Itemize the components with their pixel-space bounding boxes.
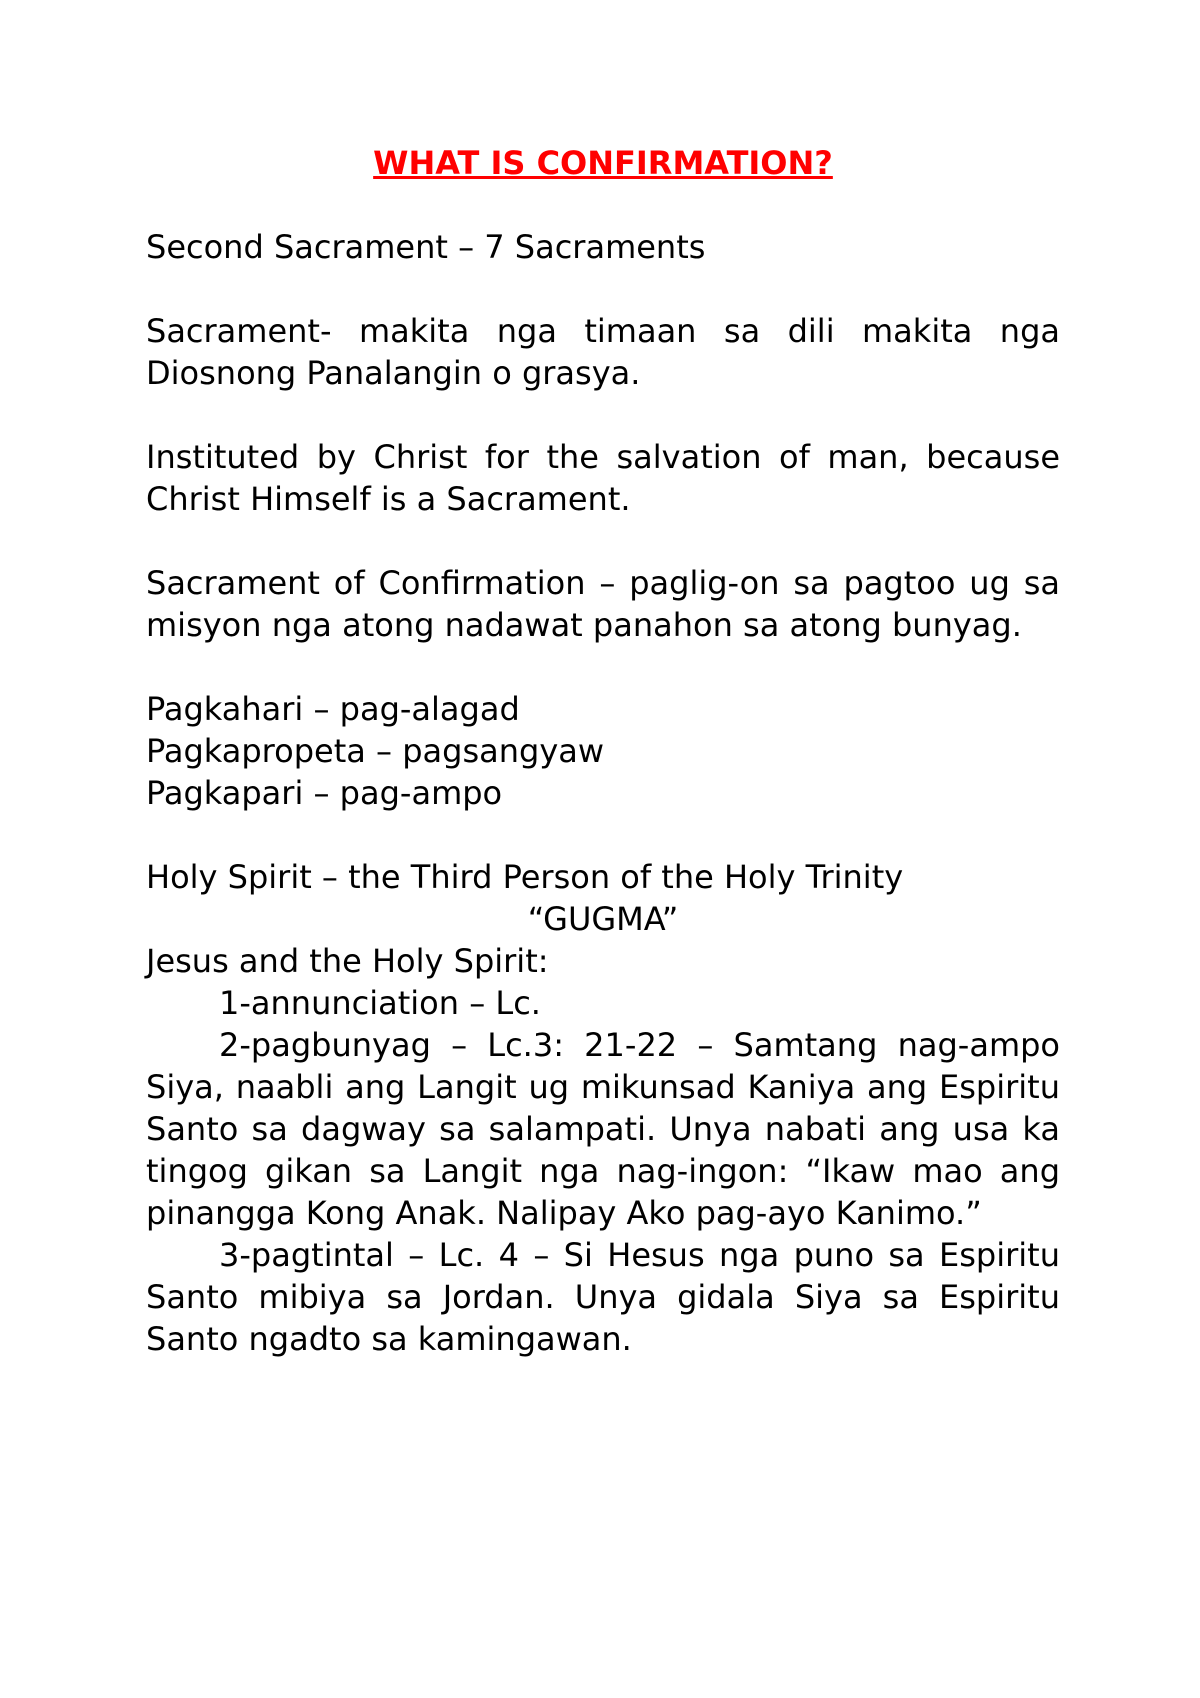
item-pagbunyag: 2-pagbunyag – Lc.3: 21-22 – Samtang nag-ampo Siya, naabli ang Langit ug mikunsad Kaniya ang Espiritu Santo sa dagway sa salampati. Unya nabati ang usa ka tingog gikan sa Langit nga nag-ingon: “Ikaw mao ang pinangga Kong Anak. Nalipay Ako pag-ayo Kanimo.” bbox=[146, 1026, 1060, 1232]
document-title: WHAT IS CONFIRMATION? bbox=[373, 144, 833, 182]
role-pagkapari: Pagkapari – pag-ampo bbox=[146, 774, 503, 812]
item-annunciation: 1-annunciation – Lc. bbox=[219, 984, 541, 1022]
instituted-paragraph: Instituted by Christ for the salvation of man, because Christ Himself is a Sacrament. bbox=[146, 438, 1060, 518]
gugma-line: “GUGMA” bbox=[527, 900, 679, 938]
spacer bbox=[146, 268, 1060, 310]
document-body bbox=[146, 142, 1060, 1360]
confirmation-definition: Sacrament of Confirmation – paglig-on sa pagtoo ug sa misyon nga atong nadawat panahon sa atong bunyag. bbox=[146, 564, 1060, 644]
spacer bbox=[146, 394, 1060, 436]
spacer bbox=[146, 184, 1060, 226]
spacer bbox=[146, 814, 1060, 856]
role-pagkahari: Pagkahari – pag-alagad bbox=[146, 690, 520, 728]
second-sacrament-line: Second Sacrament – 7 Sacraments bbox=[146, 228, 706, 266]
jesus-holy-spirit-heading: Jesus and the Holy Spirit: bbox=[146, 942, 549, 980]
sacrament-definition: Sacrament- makita nga timaan sa dili makita nga Diosnong Panalangin o grasya. bbox=[146, 312, 1060, 392]
item-pagtintal: 3-pagtintal – Lc. 4 – Si Hesus nga puno sa Espiritu Santo mibiya sa Jordan. Unya gidala Siya sa Espiritu Santo ngadto sa kamingawan. bbox=[146, 1236, 1060, 1358]
spacer bbox=[146, 520, 1060, 562]
holy-spirit-line: Holy Spirit – the Third Person of the Holy Trinity bbox=[146, 858, 904, 896]
role-pagkapropeta: Pagkapropeta – pagsangyaw bbox=[146, 732, 605, 770]
spacer bbox=[146, 646, 1060, 688]
